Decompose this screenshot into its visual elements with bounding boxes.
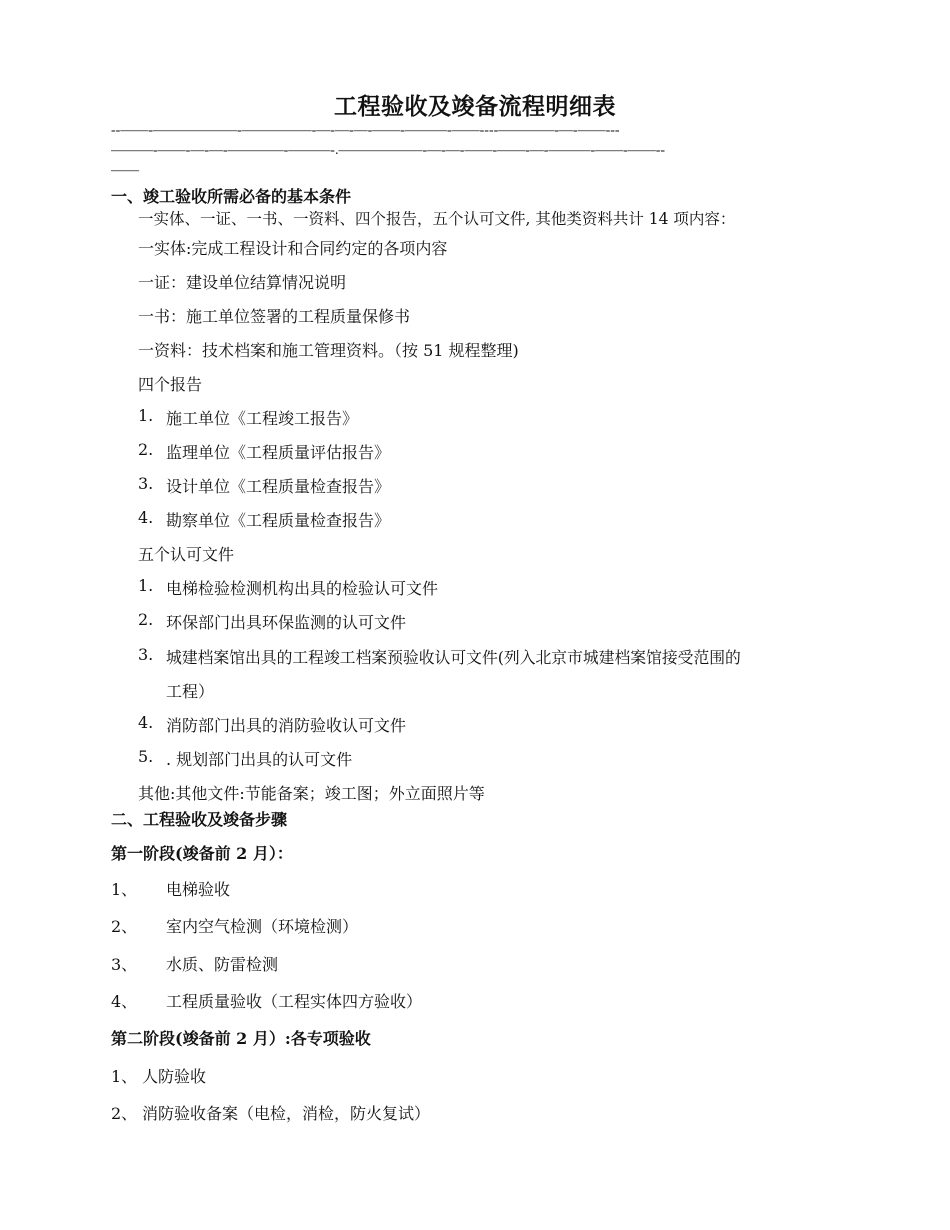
report-item: 设计单位《工程质量检查报告》: [166, 477, 391, 496]
report-number: 1.: [138, 406, 154, 425]
cert-line: 一证：建设单位结算情况说明: [138, 273, 347, 292]
stage-2-heading: 第二阶段(竣备前 2 月）:各专项验收: [111, 1029, 371, 1048]
rule-line-2: ———-——-—-—-————-———-.——————-—-—-——-——-—-———-——-——--: [111, 143, 666, 158]
section-1-intro: 一实体、一证、一书、一资料、四个报告，五个认可文件, 其他类资料共计 14 项内容：: [138, 210, 736, 228]
file-item: . 规划部门出具的认可文件: [166, 750, 353, 769]
stage-1-number: 2、: [111, 917, 138, 936]
section-2-heading: 二、工程验收及竣备步骤: [111, 810, 288, 829]
file-item: 环保部门出具环保监测的认可文件: [166, 613, 407, 632]
stage-1-item: 水质、防雷检测: [166, 955, 279, 974]
file-item-continued: 工程）: [166, 682, 215, 701]
stage-1-item: 工程质量验收（工程实体四方验收）: [166, 992, 423, 1011]
other-files-line: 其他:其他文件:节能备案；竣工图；外立面照片等: [138, 784, 485, 803]
file-number: 1.: [138, 576, 154, 595]
rule-line-1: --——-——————-—————-—-—-—-——-———-——----————-—-——---: [111, 123, 620, 138]
file-item: 消防部门出具的消防验收认可文件: [166, 716, 407, 735]
file-number: 2.: [138, 610, 154, 629]
report-item: 勘察单位《工程质量检查报告》: [166, 511, 391, 530]
file-number: 4.: [138, 713, 154, 732]
stage-1-number: 1、: [111, 880, 138, 899]
report-item: 监理单位《工程质量评估报告》: [166, 443, 391, 462]
file-number: 5.: [138, 747, 154, 766]
stage-1-number: 3、: [111, 955, 138, 974]
reports-heading: 四个报告: [138, 375, 203, 394]
book-line: 一书：施工单位签署的工程质量保修书: [138, 307, 411, 326]
file-item: 电梯检验检测机构出具的检验认可文件: [166, 579, 439, 598]
stage-2-item: 消防验收备案（电检，消检，防火复试）: [142, 1104, 431, 1123]
rule-line-3: ——: [111, 163, 139, 178]
files-heading: 五个认可文件: [138, 545, 235, 564]
stage-2-number: 1、: [111, 1067, 138, 1086]
entity-line: 一实体:完成工程设计和合同约定的各项内容: [138, 239, 448, 258]
report-number: 2.: [138, 440, 154, 459]
report-number: 4.: [138, 508, 154, 527]
stage-2-number: 2、: [111, 1104, 138, 1123]
stage-1-heading: 第一阶段(竣备前 2 月）：: [111, 844, 293, 863]
stage-1-item: 电梯验收: [166, 880, 231, 899]
file-item: 城建档案馆出具的工程竣工档案预验收认可文件(列入北京市城建档案馆接受范围的: [166, 648, 741, 667]
stage-1-number: 4、: [111, 992, 138, 1011]
section-1-heading: 一、竣工验收所需必备的基本条件: [111, 187, 352, 206]
stage-2-item: 人防验收: [142, 1067, 207, 1086]
file-number: 3.: [138, 645, 154, 664]
document-title: 工程验收及竣备流程明细表: [334, 93, 616, 120]
stage-1-item: 室内空气检测（环境检测）: [166, 917, 359, 936]
report-item: 施工单位《工程竣工报告》: [166, 409, 359, 428]
report-number: 3.: [138, 474, 154, 493]
material-line: 一资料：技术档案和施工管理资料。（按 51 规程整理): [138, 341, 519, 360]
